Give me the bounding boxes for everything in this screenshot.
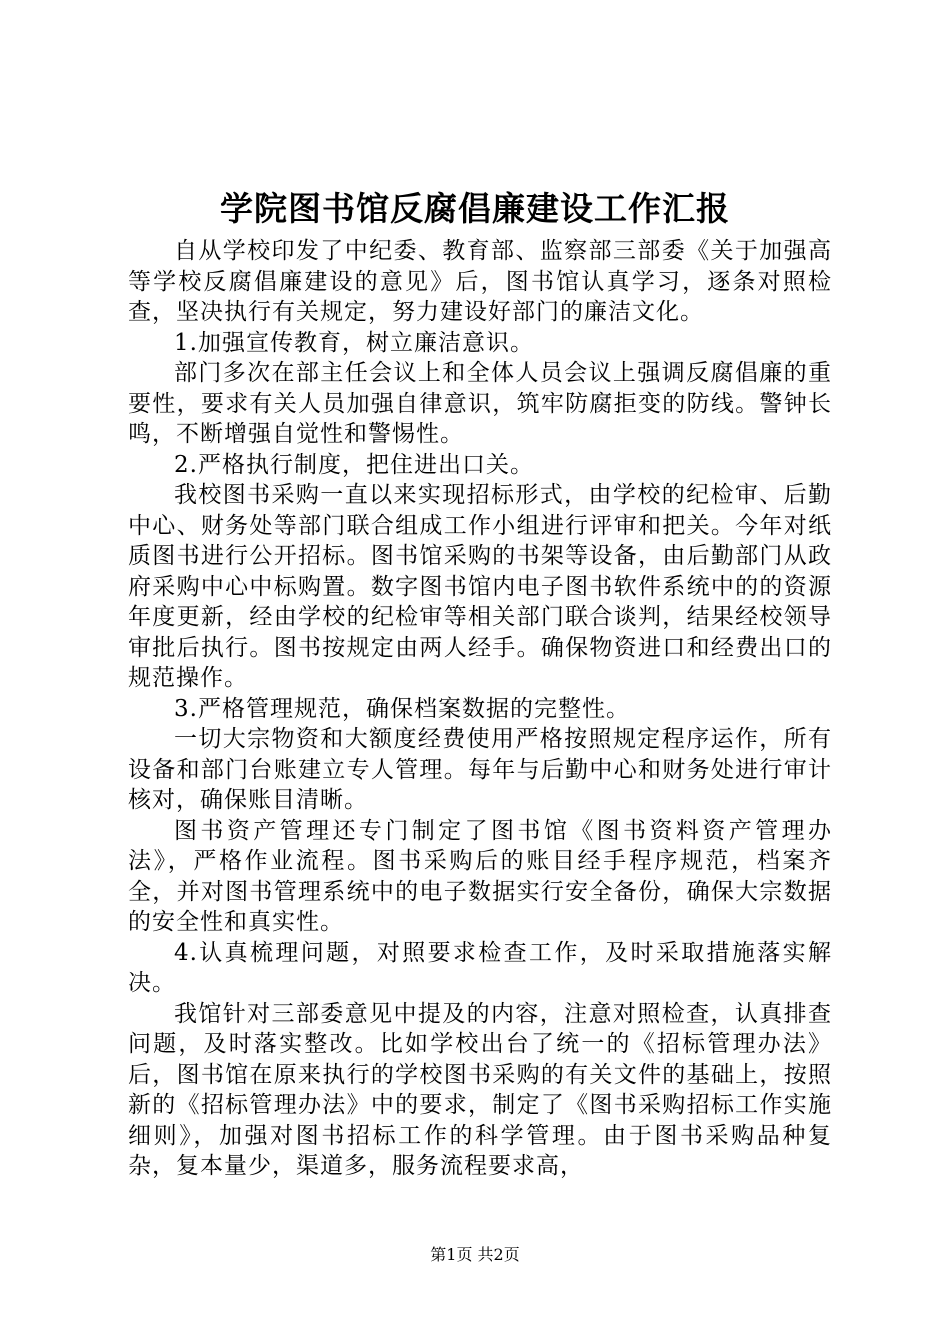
section-heading-1: 1.加强宣传教育，树立廉洁意识。 [174, 329, 534, 356]
paragraph-section-4: 我馆针对三部委意见中提及的内容，注意对照检查，认真排查问题，及时落实整改。比如学校出台了统一的《招标管理办法》后，图书馆在原来执行的学校图书采购的有关文件的基础上，按照新的《招标管理办法》中的要求，制定了《图书采购招标工作实施细则》，加强对图书招标工作的科学管理。由于图书采购品种复杂，复本量少，渠道多，服务流程要求高， [128, 1000, 832, 1179]
page-number-footer: 第1页 共2页 [430, 1245, 520, 1264]
document-body [128, 236, 832, 1182]
paragraph-section-1: 部门多次在部主任会议上和全体人员会议上强调反腐倡廉的重要性，要求有关人员加强自律意识，筑牢防腐拒变的防线。警钟长鸣，不断增强自觉性和警惕性。 [128, 360, 832, 447]
paragraph-section-3b: 图书资产管理还专门制定了图书馆《图书资料资产管理办法》，严格作业流程。图书采购后的账目经手程序规范，档案齐全，并对图书管理系统中的电子数据实行安全备份，确保大宗数据的安全性和真实性。 [128, 817, 832, 935]
document-title: 学院图书馆反腐倡廉建设工作汇报 [220, 189, 730, 228]
section-heading-2: 2.严格执行制度，把住进出口关。 [174, 451, 534, 478]
paragraph-intro: 自从学校印发了中纪委、教育部、监察部三部委《关于加强高等学校反腐倡廉建设的意见》后，图书馆认真学习，逐条对照检查，坚决执行有关规定，努力建设好部门的廉洁文化。 [128, 238, 832, 325]
paragraph-section-2: 我校图书采购一直以来实现招标形式，由学校的纪检审、后勤中心、财务处等部门联合组成工作小组进行评审和把关。今年对纸质图书进行公开招标。图书馆采购的书架等设备，由后勤部门从政府采购中心中标购置。数字图书馆内电子图书软件系统中的的资源年度更新，经由学校的纪检审等相关部门联合谈判，结果经校领导审批后执行。图书按规定由两人经手。确保物资进口和经费出口的规范操作。 [128, 482, 832, 691]
section-heading-4: 4.认真梳理问题，对照要求检查工作，及时采取措施落实解决。 [128, 939, 832, 996]
paragraph-section-3a: 一切大宗物资和大额度经费使用严格按照规定程序运作，所有设备和部门台账建立专人管理。每年与后勤中心和财务处进行审计核对，确保账目清晰。 [128, 726, 832, 813]
section-heading-3: 3.严格管理规范，确保档案数据的完整性。 [174, 695, 630, 722]
